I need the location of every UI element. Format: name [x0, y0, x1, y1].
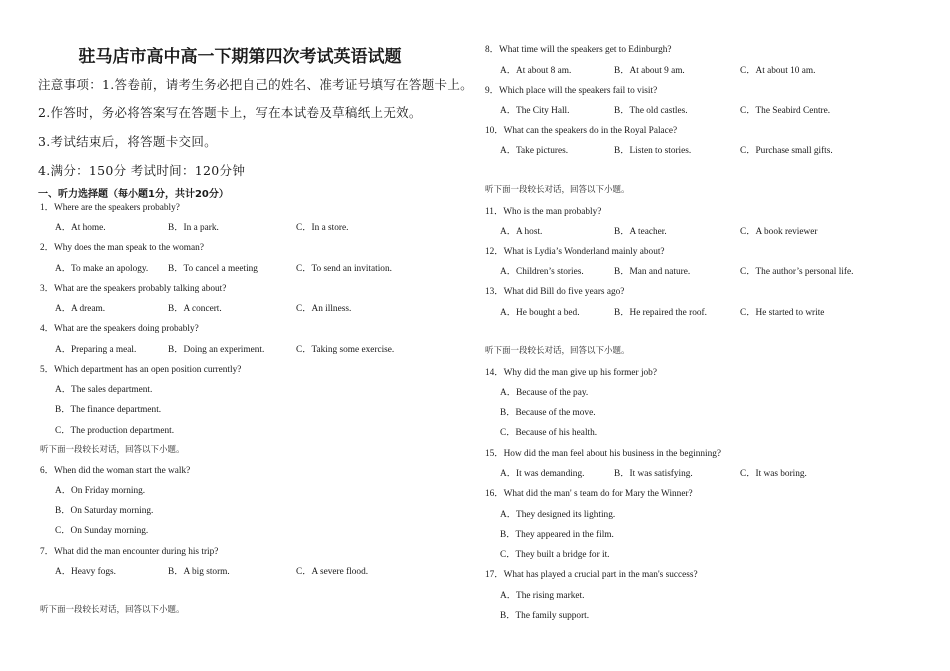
listen-instruction-2: 听下面一段较长对话，回答以下小题。 [40, 605, 185, 615]
question-2-option-b[interactable]: B．To cancel a meeting [168, 264, 258, 274]
listen-instruction-3: 听下面一段较长对话，回答以下小题。 [485, 185, 630, 195]
question-16-option-a[interactable]: A．They designed its lighting. [500, 510, 616, 520]
question-6-option-a[interactable]: A．On Friday morning. [55, 486, 146, 496]
question-12-stem: 12．What is Lydia’s Wonderland mainly about? [485, 247, 665, 257]
question-1-stem: 1．Where are the speakers probably? [40, 203, 180, 213]
question-14-option-a[interactable]: A．Because of the pay. [500, 388, 589, 398]
question-4-stem: 4．What are the speakers doing probably? [40, 324, 199, 334]
question-11-option-b[interactable]: B．A teacher. [614, 227, 667, 237]
question-5-option-b[interactable]: B．The finance department. [55, 405, 162, 415]
question-12-option-b[interactable]: B．Man and nature. [614, 267, 691, 277]
question-3-option-c[interactable]: C．An illness. [296, 304, 352, 314]
question-7-option-a[interactable]: A．Heavy fogs. [55, 567, 116, 577]
question-10-option-a[interactable]: A．Take pictures. [500, 146, 569, 156]
question-3-stem: 3．What are the speakers probably talking about? [40, 284, 227, 294]
question-1-option-c[interactable]: C．In a store. [296, 223, 349, 233]
question-11-option-a[interactable]: A．A host. [500, 227, 543, 237]
question-6-option-b[interactable]: B．On Saturday morning. [55, 506, 154, 516]
notice-3: 3.考试结束后，将答题卡交回。 [38, 134, 217, 149]
notice-1: 注意事项：1.答卷前，请考生务必把自己的姓名、准考证号填写在答题卡上。 [38, 77, 473, 92]
question-5-option-a[interactable]: A．The sales department. [55, 385, 153, 395]
question-14-stem: 14．Why did the man give up his former job? [485, 368, 657, 378]
question-13-stem: 13．What did Bill do five years ago? [485, 287, 625, 297]
listen-instruction-1: 听下面一段较长对话，回答以下小题。 [40, 445, 185, 455]
question-9-stem: 9．Which place will the speakers fail to visit? [485, 86, 658, 96]
question-13-option-c[interactable]: C．He started to write [740, 308, 825, 318]
question-6-stem: 6．When did the woman start the walk? [40, 466, 191, 476]
question-3-option-b[interactable]: B．A concert. [168, 304, 222, 314]
question-3-option-a[interactable]: A．A dream. [55, 304, 106, 314]
question-4-option-a[interactable]: A．Preparing a meal. [55, 345, 137, 355]
section-heading: 一、听力选择题（每小题1分，共计20分） [38, 189, 229, 200]
question-14-option-b[interactable]: B．Because of the move. [500, 408, 596, 418]
question-9-option-b[interactable]: B．The old castles. [614, 106, 688, 116]
question-1-option-b[interactable]: B．In a park. [168, 223, 219, 233]
question-5-stem: 5．Which department has an open position currently? [40, 365, 242, 375]
question-8-option-c[interactable]: C．At about 10 am. [740, 66, 816, 76]
exam-title: 驻马店市高中高一下期第四次考试英语试题 [78, 47, 402, 67]
question-17-option-a[interactable]: A．The rising market. [500, 591, 585, 601]
question-16-stem: 16．What did the man' s team do for Mary the Winner? [485, 489, 693, 499]
question-10-stem: 10．What can the speakers do in the Royal Palace? [485, 126, 678, 136]
question-8-option-b[interactable]: B．At about 9 am. [614, 66, 685, 76]
question-14-option-c[interactable]: C．Because of his health. [500, 428, 598, 438]
question-9-option-a[interactable]: A．The City Hall. [500, 106, 570, 116]
question-16-option-b[interactable]: B．They appeared in the film. [500, 530, 614, 540]
question-15-option-c[interactable]: C．It was boring. [740, 469, 807, 479]
question-10-option-c[interactable]: C．Purchase small gifts. [740, 146, 833, 156]
question-13-option-b[interactable]: B．He repaired the roof. [614, 308, 707, 318]
question-15-stem: 15．How did the man feel about his business in the beginning? [485, 449, 721, 459]
question-16-option-c[interactable]: C．They built a bridge for it. [500, 550, 610, 560]
notice-4: 4.满分：150分 考试时间：120分钟 [38, 163, 246, 178]
question-13-option-a[interactable]: A．He bought a bed. [500, 308, 580, 318]
question-11-stem: 11．Who is the man probably? [485, 207, 602, 217]
question-7-option-b[interactable]: B．A big storm. [168, 567, 230, 577]
question-4-option-b[interactable]: B．Doing an experiment. [168, 345, 265, 355]
question-5-option-c[interactable]: C．The production department. [55, 426, 175, 436]
question-2-stem: 2．Why does the man speak to the woman? [40, 243, 204, 253]
question-15-option-b[interactable]: B．It was satisfying. [614, 469, 693, 479]
question-17-option-b[interactable]: B．The family support. [500, 611, 590, 621]
question-1-option-a[interactable]: A．At home. [55, 223, 106, 233]
question-15-option-a[interactable]: A．It was demanding. [500, 469, 585, 479]
question-4-option-c[interactable]: C．Taking some exercise. [296, 345, 395, 355]
question-11-option-c[interactable]: C．A book reviewer [740, 227, 818, 237]
question-6-option-c[interactable]: C．On Sunday morning. [55, 526, 149, 536]
question-8-stem: 8．What time will the speakers get to Edinburgh? [485, 45, 672, 55]
question-8-option-a[interactable]: A．At about 8 am. [500, 66, 572, 76]
question-2-option-c[interactable]: C．To send an invitation. [296, 264, 392, 274]
question-7-option-c[interactable]: C．A severe flood. [296, 567, 369, 577]
question-12-option-c[interactable]: C．The author’s personal life. [740, 267, 854, 277]
question-7-stem: 7．What did the man encounter during his trip? [40, 547, 219, 557]
listen-instruction-4: 听下面一段较长对话，回答以下小题。 [485, 346, 630, 356]
question-17-stem: 17．What has played a crucial part in the man's success? [485, 570, 698, 580]
question-9-option-c[interactable]: C．The Seabird Centre. [740, 106, 831, 116]
question-2-option-a[interactable]: A．To make an apology. [55, 264, 149, 274]
notice-2: 2.作答时，务必将答案写在答题卡上，写在本试卷及草稿纸上无效。 [38, 105, 422, 120]
question-10-option-b[interactable]: B．Listen to stories. [614, 146, 692, 156]
question-12-option-a[interactable]: A．Children’s stories. [500, 267, 584, 277]
